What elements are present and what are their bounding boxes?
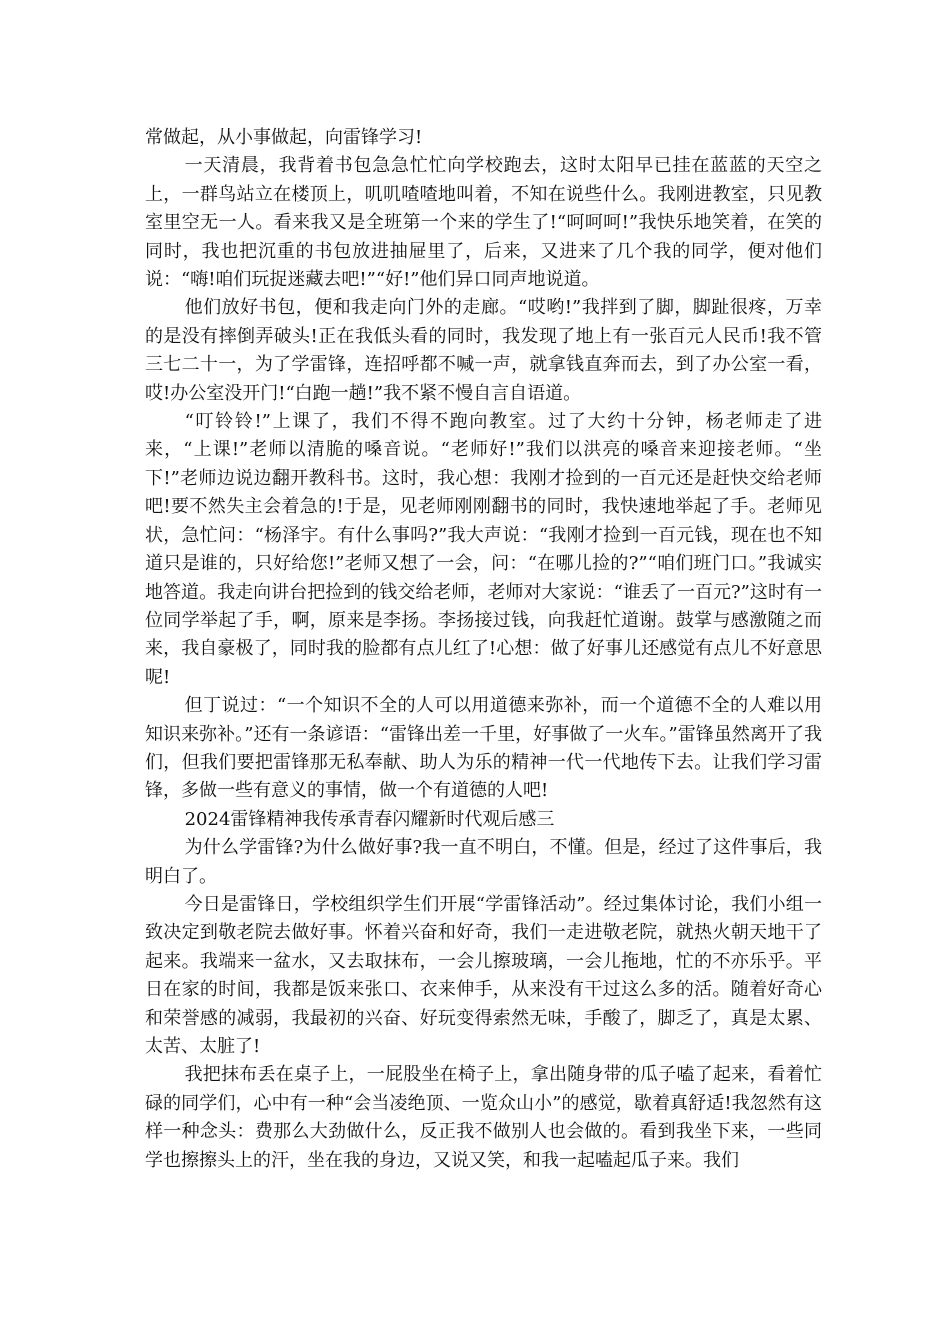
paragraph-5: 但丁说过：“一个知识不全的人可以用道德来弥补，而一个道德不全的人难以用知识来弥补。”还有一条谚语：“雷锋出差一千里，好事做了一火车。”雷锋虽然离开了我们，但我们要把雷锋那无私奉献、助人为乐的精神一代一代地传下去。让我们学习雷锋，多做一些有意义的事情，做一个有道德的人吧! <box>145 695 822 802</box>
paragraph-6: 为什么学雷锋?为什么做好事?我一直不明白，不懂。但是，经过了这件事后，我明白了。 <box>145 837 822 887</box>
paragraph-8: 我把抹布丢在桌子上，一屁股坐在椅子上，拿出随身带的瓜子嗑了起来，看着忙碌的同学们，心中有一种“会当凌绝顶、一览众山小”的感觉，歇着真舒适!我忽然有这样一种念头：费那么大劲做什么，反正我不做别人也会做的。看到我坐下来，一些同学也擦擦头上的汗，坐在我的身边，又说又笑，和我一起嗑起瓜子来。我们 <box>145 1064 822 1171</box>
paragraph-1: 常做起，从小事做起，向雷锋学习! <box>145 127 423 148</box>
paragraph-3: 他们放好书包，便和我走向门外的走廊。“哎哟!”我拌到了脚，脚趾很疼，万幸的是没有摔倒弄破头!正在我低头看的同时，我发现了地上有一张百元人民币!我不管三七二十一，为了学雷锋，连招呼都不喊一声，就拿钱直奔而去，到了办公室一看，哎!办公室没开门!“白跑一趟!”我不紧不慢自言自语道。 <box>145 297 822 404</box>
section-heading: 2024雷锋精神我传承青春闪耀新时代观后感三 <box>184 808 555 830</box>
paragraph-4: “叮铃铃!”上课了，我们不得不跑向教室。过了大约十分钟，杨老师走了进来，“上课!”老师以清脆的嗓音说。“老师好!”我们以洪亮的嗓音来迎接老师。“坐下!”老师边说边翻开教科书。这时，我心想：我刚才捡到的一百元还是赶快交给老师吧!要不然失主会着急的!于是，见老师刚刚翻书的同时，我快速地举起了手。老师见状，急忙问：“杨泽宇。有什么事吗?”我大声说：“我刚才捡到一百元钱，现在也不知道只是谁的，只好给您!”老师又想了一会，问：“在哪儿捡的?”“咱们班门口。”我诚实地答道。我走向讲台把捡到的钱交给老师，老师对大家说：“谁丢了一百元?”这时有一位同学举起了手，啊，原来是李扬。李扬接过钱，向我赶忙道谢。鼓掌与感激随之而来，我自豪极了，同时我的脸都有点儿红了!心想：做了好事儿还感觉有点儿不好意思呢! <box>145 411 822 688</box>
paragraph-2: 一天清晨，我背着书包急急忙忙向学校跑去，这时太阳早已挂在蓝蓝的天空之上，一群鸟站立在楼顶上，叽叽喳喳地叫着，不知在说些什么。我刚进教室，只见教室里空无一人。看来我又是全班第一个来的学生了!“呵呵呵!”我快乐地笑着，在笑的同时，我也把沉重的书包放进抽屉里了，后来，又进来了几个我的同学，便对他们说：“嗨!咱们玩捉迷藏去吧!”“好!”他们异口同声地说道。 <box>145 155 822 291</box>
document-page <box>145 124 822 1175</box>
paragraph-7: 今日是雷锋日，学校组织学生们开展“学雷锋活动”。经过集体讨论，我们小组一致决定到敬老院去做好事。怀着兴奋和好奇，我们一走进敬老院，就热火朝天地干了起来。我端来一盆水，又去取抹布，一会儿擦玻璃，一会儿拖地，忙的不亦乐乎。平日在家的时间，我都是饭来张口、衣来伸手，从来没有干过这么多的活。随着好奇心和荣誉感的减弱，我最初的兴奋、好玩变得索然无味，手酸了，脚乏了，真是太累、太苦、太脏了! <box>145 893 822 1057</box>
